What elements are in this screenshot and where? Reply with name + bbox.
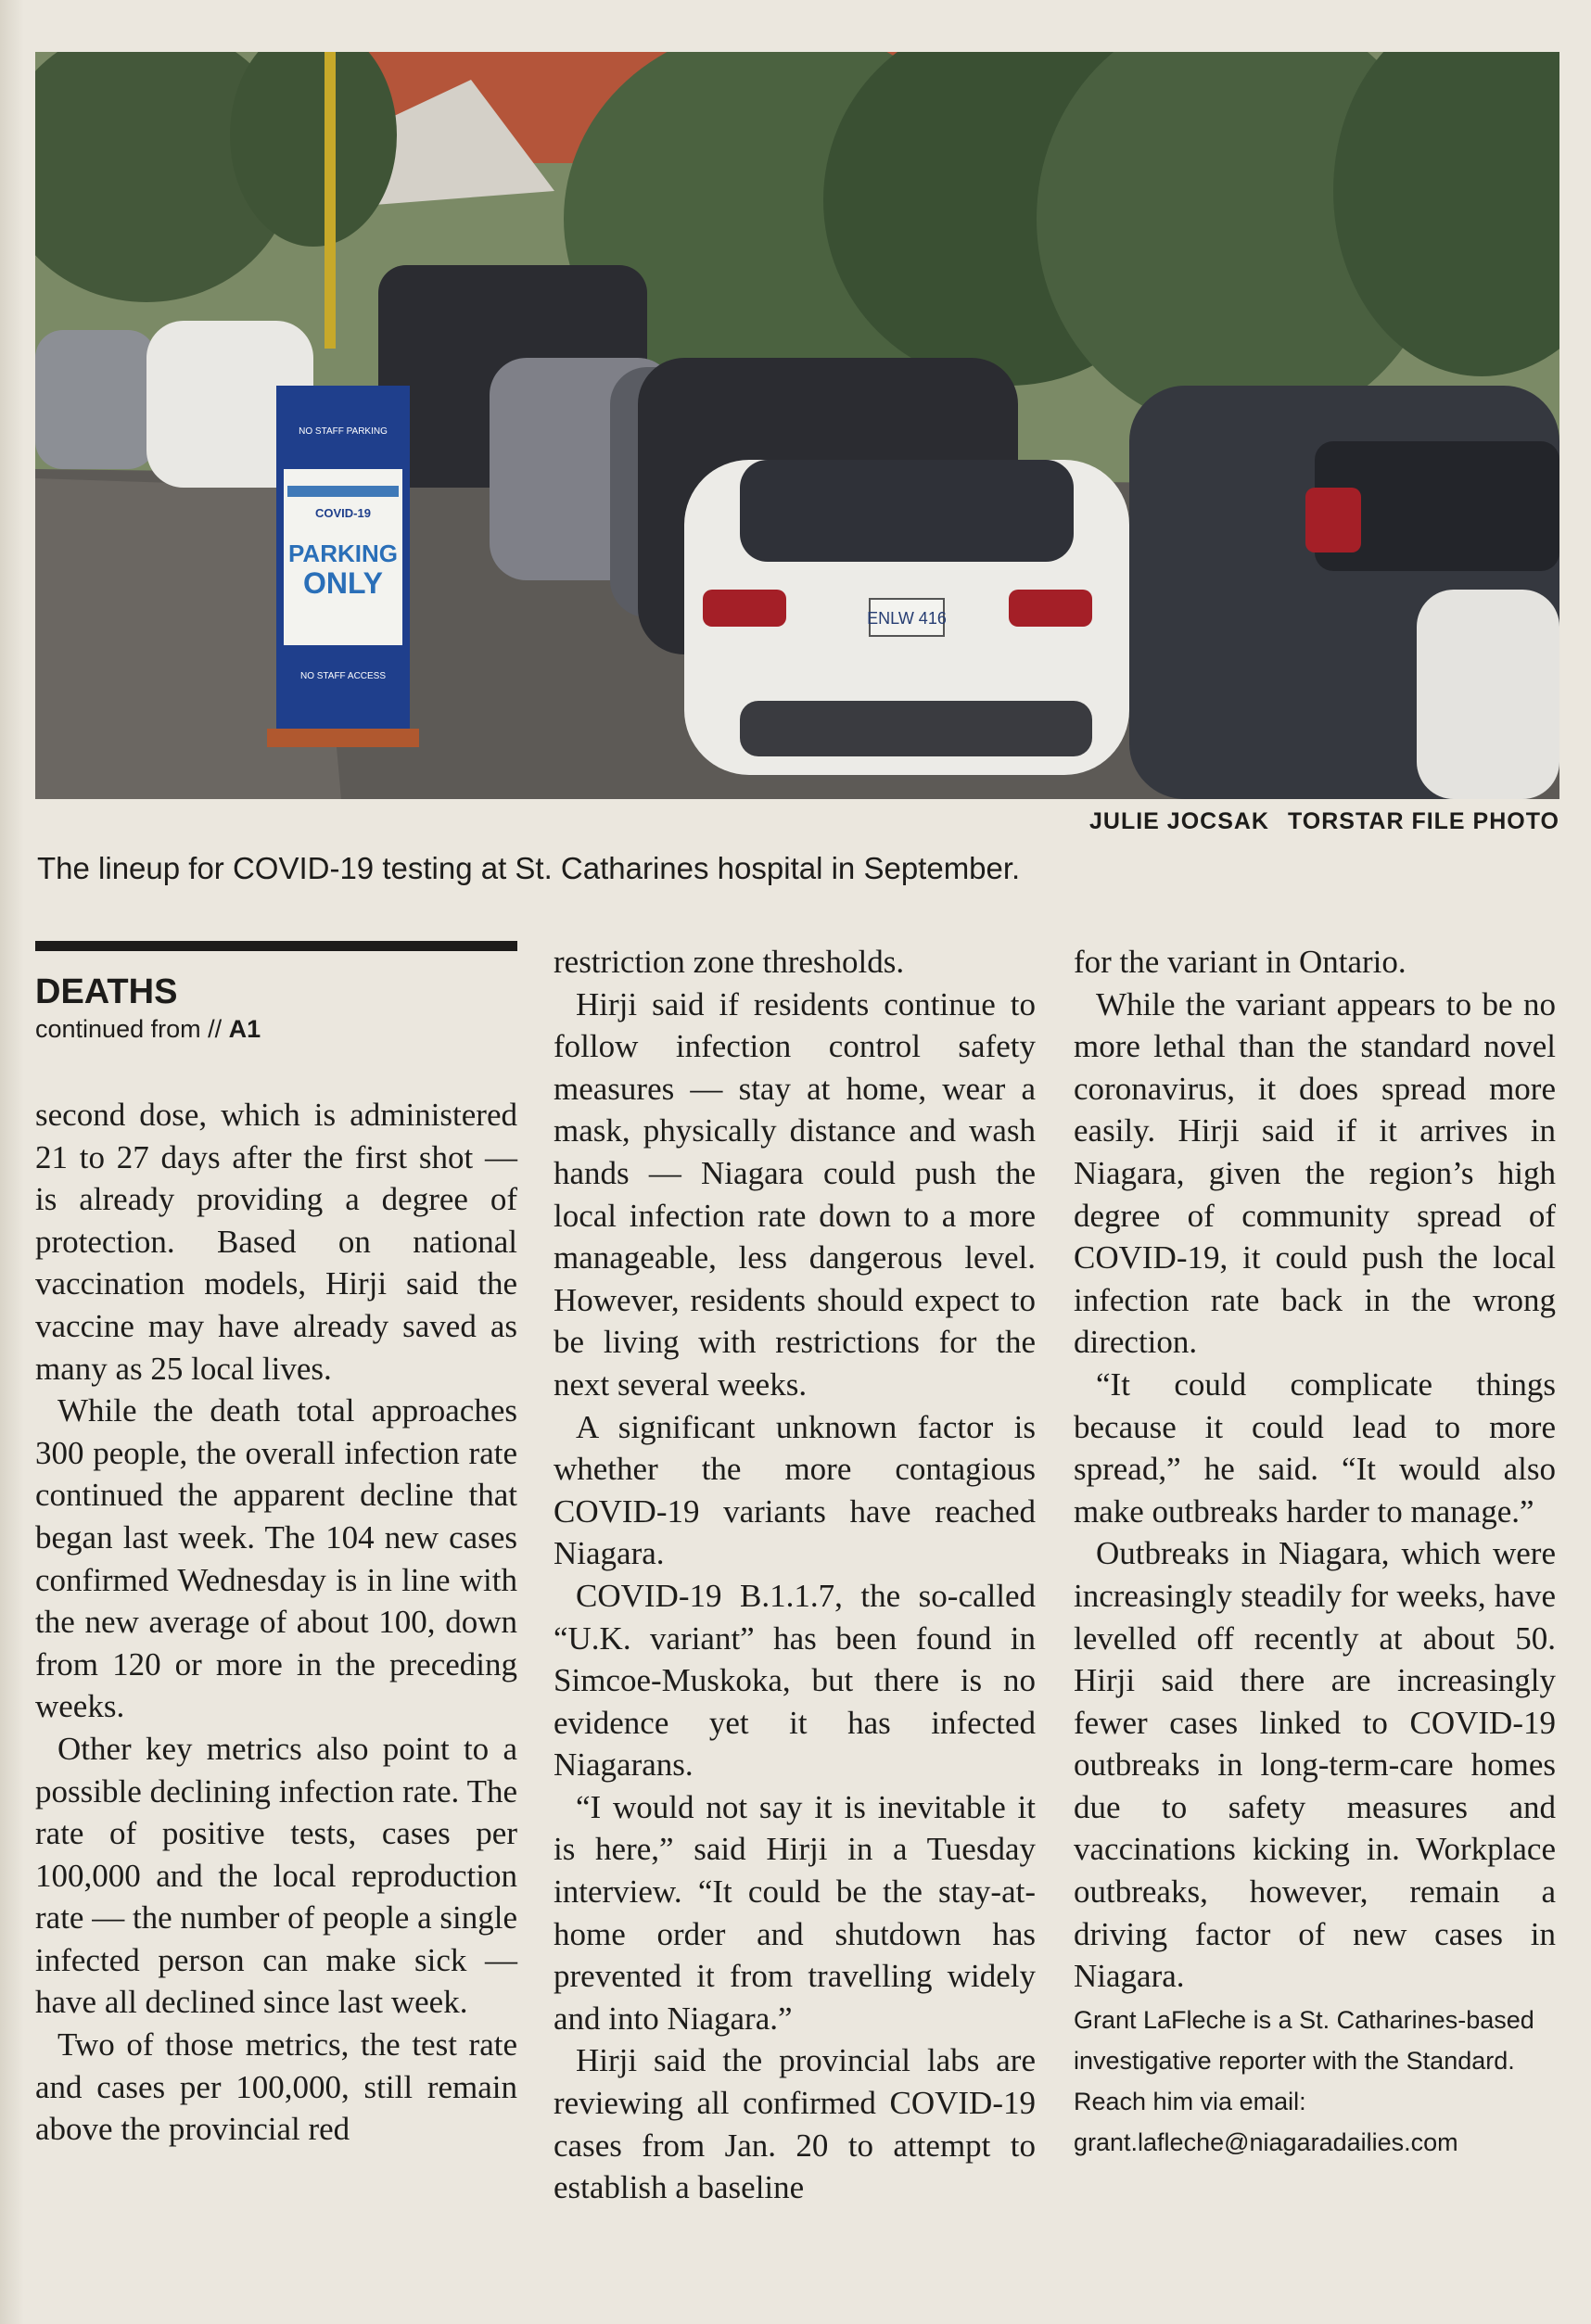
photo-source: TORSTAR FILE PHOTO xyxy=(1287,808,1559,834)
paragraph: While the variant appears to be no more lethal than the standard novel coronavirus, it does spread more easily. Hirji said if it arrives in Niagara, given the region’s high degree of community spread of COVID-19, it could push the local infection rate back in the wrong direction. xyxy=(1074,985,1556,1361)
section-kicker: DEATHS xyxy=(35,972,178,1011)
paragraph: Outbreaks in Niagara, which were increasingly steadily for weeks, have levelled off recently at about 50. Hirji said there are increasingly fewer cases linked to COVID-19 outbreaks in long-term-care homes due to safety measures and vaccinations kicking in. Workplace outbreaks, however, remain a driving factor of new cases in Niagara. xyxy=(1074,1535,1556,1995)
paragraph: COVID-19 B.1.1.7, the so-called “U.K. variant” has been found in Simcoe-Muskoka, but there is no evidence yet it has infected Niagarans. xyxy=(554,1577,1036,1784)
license-plate: ENLW 416 xyxy=(867,609,947,628)
paragraph: Other key metrics also point to a possible declining infection rate. The rate of positive tests, cases per 100,000 and the local reproduction rate — the number of people a single infected person can make sick — have all declined since last week. xyxy=(35,1730,517,2021)
article-column-2 xyxy=(554,941,1036,2209)
paragraph: Hirji said if residents continue to follow infection control safety measures — stay at home, wear a mask, physically distance and wash hands — Niagara could push the local infection rate down to a more manageable, less dangerous level. However, residents should expect to be living with restrictions for the next several weeks. xyxy=(554,985,1036,1403)
paragraph: While the death total approaches 300 people, the overall infection rate continued the apparent decline that began last week. The 104 new cases confirmed Wednesday is in line with the new average of about 100, down from 120 or more in the preceding weeks. xyxy=(35,1392,517,1725)
paragraph: Two of those metrics, the test rate and cases per 100,000, still remain above the provincial red xyxy=(35,2026,517,2148)
sign-text-covid: COVID-19 xyxy=(315,506,371,520)
section-rule xyxy=(35,941,517,951)
paragraph: “It could complicate things because it could lead to more spread,” he said. “It would also make outbreaks harder to manage.” xyxy=(1074,1365,1556,1530)
photo-scene xyxy=(35,52,1559,799)
paragraph: “I would not say it is inevitable it is here,” said Hirji in a Tuesday interview. “It could be the stay-at-home order and shutdown has prevented it from travelling widely and into Niagara.” xyxy=(554,1788,1036,2037)
news-photo xyxy=(35,52,1559,799)
continued-page: A1 xyxy=(228,1015,261,1043)
sign-text-parking: PARKING xyxy=(288,540,398,567)
paragraph: restriction zone thresholds. xyxy=(554,944,905,980)
page-edge xyxy=(0,0,24,2324)
paragraph: A significant unknown factor is whether the more contagious COVID-19 variants have reached Niagara. xyxy=(554,1408,1036,1572)
continued-prefix: continued from // xyxy=(35,1015,223,1043)
author-bio: Grant LaFleche is a St. Catharines-based investigative reporter with the Standard. Reach him via email: grant.lafleche@niagaradailies.com xyxy=(1074,2005,1534,2156)
paragraph: Hirji said the provincial labs are reviewing all confirmed COVID-19 cases from Jan. 20 to attempt to establish a baseline xyxy=(554,2042,1036,2206)
sign-text-only: ONLY xyxy=(303,566,383,600)
paragraph: for the variant in Ontario. xyxy=(1074,944,1406,980)
photographer-name: JULIE JOCSAK xyxy=(1089,808,1269,834)
paragraph: second dose, which is administered 21 to 27 days after the first shot — is already providing a degree of protection. Based on national vaccination models, Hirji said the vaccine may have already saved as many as 25 local lives. xyxy=(35,1097,517,1387)
photo-cutline: The lineup for COVID-19 testing at St. Catharines hospital in September. xyxy=(37,851,1021,885)
photo-credit xyxy=(1071,808,1559,835)
continued-from xyxy=(35,1012,517,1046)
article-column-3 xyxy=(1074,941,1556,2163)
article-column-1 xyxy=(35,941,517,2151)
sign-text-no-staff-access: NO STAFF ACCESS xyxy=(299,671,387,681)
sign-text-no-staff-parking: NO STAFF PARKING xyxy=(299,426,388,437)
